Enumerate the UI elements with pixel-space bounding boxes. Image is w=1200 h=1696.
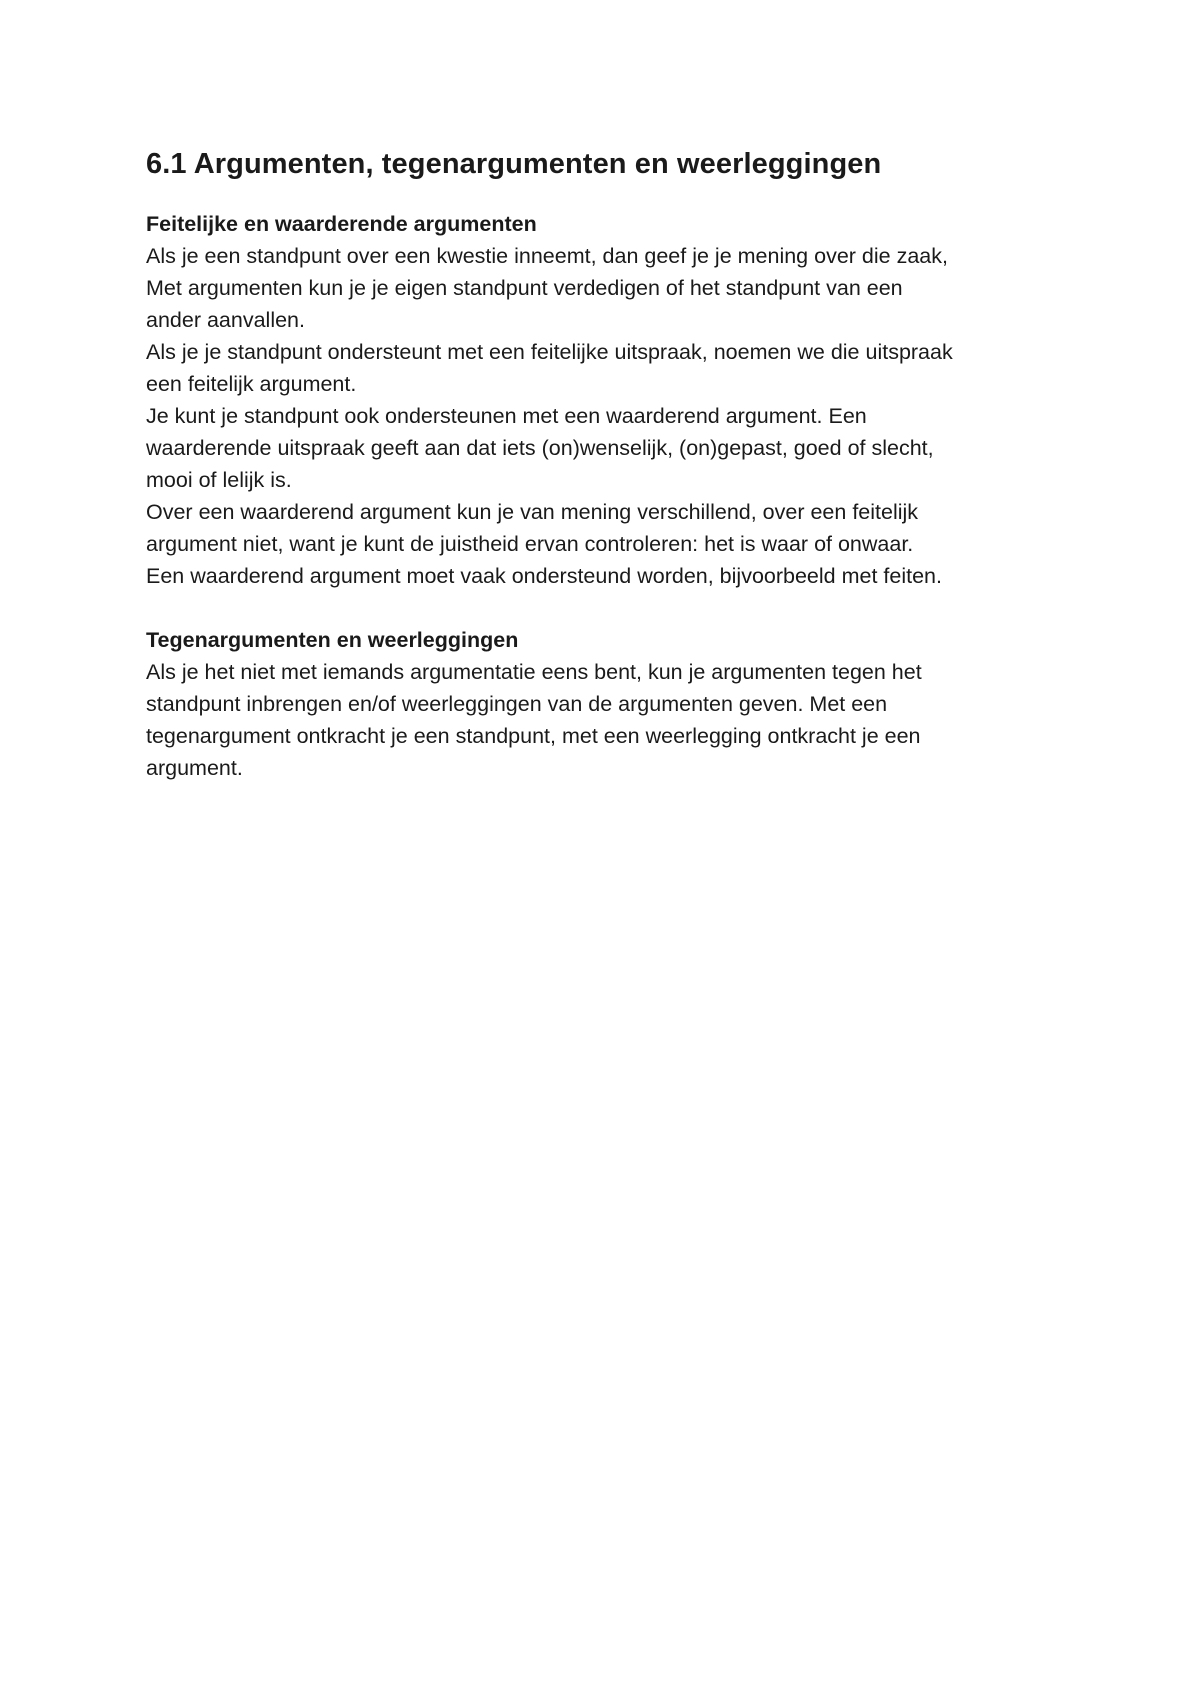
document-content	[146, 146, 1076, 784]
page-title: 6.1 Argumenten, tegenargumenten en weerleggingen	[146, 148, 882, 180]
paragraph-line: tegenargument ontkracht je een standpunt, met een weerlegging ontkracht je een	[146, 724, 921, 748]
paragraph-line: Als je je standpunt ondersteunt met een feitelijke uitspraak, noemen we die uitspraak	[146, 340, 953, 364]
section-heading: Feitelijke en waarderende argumenten	[146, 212, 537, 236]
section-counterarguments-rebuttals	[146, 624, 1076, 784]
paragraph-line: Over een waarderend argument kun je van mening verschillend, over een feitelijk	[146, 500, 919, 524]
paragraph-line: standpunt inbrengen en/of weerleggingen van de argumenten geven. Met een	[146, 692, 888, 716]
section-factual-evaluative-arguments	[146, 208, 1076, 592]
paragraph-line: Je kunt je standpunt ook ondersteunen met een waarderend argument. Een	[146, 404, 867, 428]
paragraph-line: Als je het niet met iemands argumentatie eens bent, kun je argumenten tegen het	[146, 660, 922, 684]
paragraph-line: ander aanvallen.	[146, 308, 305, 332]
paragraph-line: Als je een standpunt over een kwestie inneemt, dan geef je je mening over die zaak,	[146, 244, 948, 268]
paragraph-line: argument niet, want je kunt de juistheid ervan controleren: het is waar of onwaar.	[146, 532, 914, 556]
paragraph-line: een feitelijk argument.	[146, 372, 357, 396]
section-heading: Tegenargumenten en weerleggingen	[146, 628, 519, 652]
paragraph-line: Met argumenten kun je je eigen standpunt verdedigen of het standpunt van een	[146, 276, 903, 300]
paragraph-line: mooi of lelijk is.	[146, 468, 292, 492]
paragraph-line: argument.	[146, 756, 243, 780]
paragraph-line: waarderende uitspraak geeft aan dat iets (on)wenselijk, (on)gepast, goed of slecht,	[146, 436, 934, 460]
paragraph-line: Een waarderend argument moet vaak ondersteund worden, bijvoorbeeld met feiten.	[146, 564, 942, 588]
